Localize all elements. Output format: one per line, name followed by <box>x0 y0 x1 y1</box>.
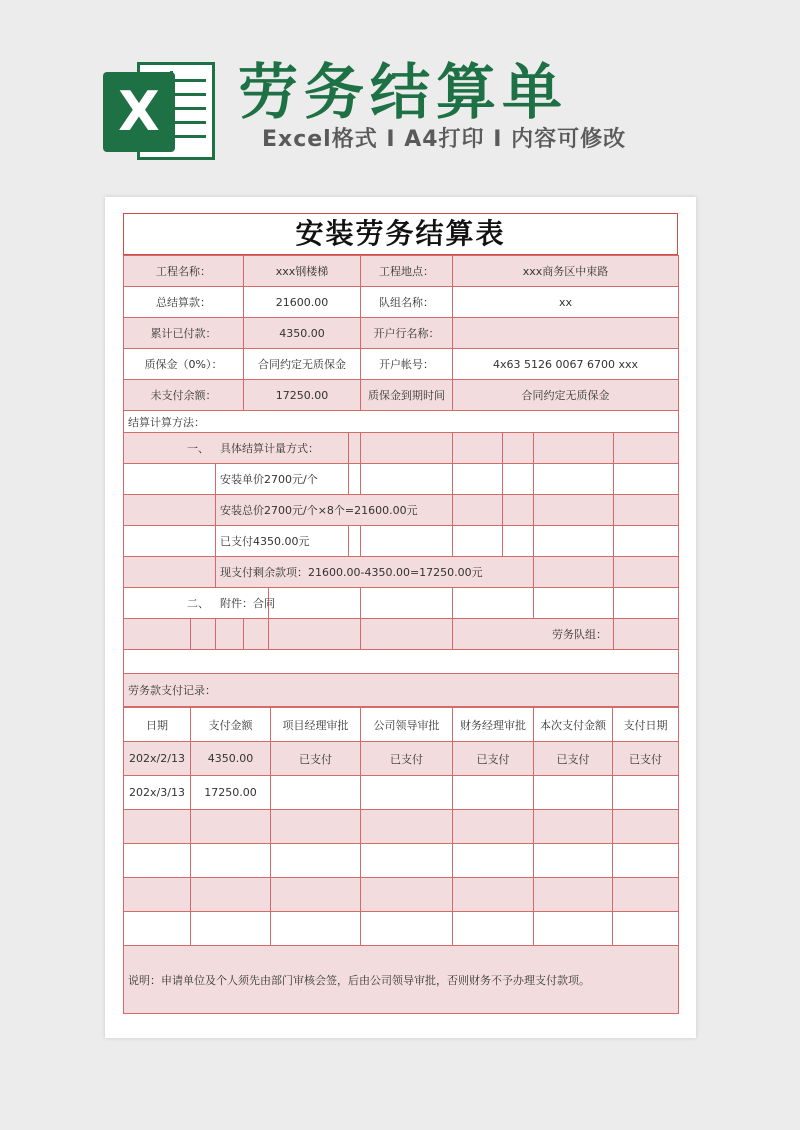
payment-row <box>124 742 679 776</box>
method-line-2: 安装总价2700元/个×8个=21600.00元 <box>216 495 453 526</box>
bank-value <box>453 318 679 349</box>
method-row-1 <box>124 464 679 495</box>
pm-approval: 已支付 <box>271 742 361 776</box>
bank-label: 开户行名称： <box>361 318 453 349</box>
section-one-number: 一、 <box>124 433 216 464</box>
empty-payment-row <box>124 844 679 878</box>
payments-heading-row <box>124 674 679 707</box>
project-name-value: xxx钢楼梯 <box>244 256 361 287</box>
method-line-3: 已支付4350.00元 <box>216 526 349 557</box>
team-sign-label: 劳务队组： <box>453 619 614 650</box>
method-row-4 <box>124 557 679 588</box>
payment-date: 202x/2/13 <box>124 742 191 776</box>
total-value: 21600.00 <box>244 287 361 318</box>
col-header-finance-approval: 财务经理审批 <box>453 708 534 742</box>
team-sign-row <box>124 619 679 650</box>
document-title: 劳务结算单 <box>238 58 568 128</box>
empty-payment-row <box>124 878 679 912</box>
method-line-1: 安装单价2700元/个 <box>216 464 349 495</box>
method-heading-row <box>124 411 679 433</box>
pay-date: 已支付 <box>613 742 679 776</box>
payments-heading: 劳务款支付记录： <box>124 674 679 707</box>
info-row-unpaid <box>124 380 679 411</box>
payments-table <box>123 707 679 1014</box>
info-table <box>123 255 679 707</box>
current-amount: 已支付 <box>534 742 613 776</box>
info-row-project <box>124 256 679 287</box>
blank-row <box>124 650 679 674</box>
section-one-title: 具体结算计量方式： <box>216 433 349 464</box>
banner <box>0 0 800 195</box>
team-value: xx <box>453 287 679 318</box>
deposit-due-label: 质保金到期时间 <box>361 380 453 411</box>
leader-approval <box>361 776 453 810</box>
unpaid-label: 未支付余额： <box>124 380 244 411</box>
excel-icon: X <box>103 62 215 160</box>
deposit-label: 质保金（0%）： <box>124 349 244 380</box>
method-row-s2 <box>124 588 679 619</box>
project-name-label: 工程名称： <box>124 256 244 287</box>
payment-amount: 4350.00 <box>191 742 271 776</box>
paper-sheet <box>105 197 696 1038</box>
paid-value: 4350.00 <box>244 318 361 349</box>
section-two-number: 二、 <box>124 588 216 619</box>
note-row <box>124 946 679 1014</box>
col-header-leader-approval: 公司领导审批 <box>361 708 453 742</box>
payment-row <box>124 776 679 810</box>
footer-note: 说明：申请单位及个人须先由部门审核会签，后由公司领导审批，否则财务不予办理支付款项。 <box>124 946 679 1014</box>
payment-amount: 17250.00 <box>191 776 271 810</box>
deposit-due-value: 合同约定无质保金 <box>453 380 679 411</box>
col-header-current-amount: 本次支付金额 <box>534 708 613 742</box>
empty-payment-row <box>124 912 679 946</box>
finance-approval <box>453 776 534 810</box>
site-label: 工程地点： <box>361 256 453 287</box>
leader-approval: 已支付 <box>361 742 453 776</box>
col-header-pay-date: 支付日期 <box>613 708 679 742</box>
col-header-pm-approval: 项目经理审批 <box>271 708 361 742</box>
payments-header-row <box>124 708 679 742</box>
pm-approval <box>271 776 361 810</box>
method-heading: 结算计算方法： <box>124 411 679 433</box>
account-value: 4x63 5126 0067 6700 xxx <box>453 349 679 380</box>
form-title: 安装劳务结算表 <box>123 213 678 255</box>
method-row-3 <box>124 526 679 557</box>
account-label: 开户帐号： <box>361 349 453 380</box>
deposit-value: 合同约定无质保金 <box>244 349 361 380</box>
method-row-s1 <box>124 433 679 464</box>
method-row-2 <box>124 495 679 526</box>
paid-label: 累计已付款： <box>124 318 244 349</box>
col-header-date: 日期 <box>124 708 191 742</box>
info-row-deposit <box>124 349 679 380</box>
settlement-form <box>123 213 678 1014</box>
team-label: 队组名称： <box>361 287 453 318</box>
unpaid-value: 17250.00 <box>244 380 361 411</box>
pay-date <box>613 776 679 810</box>
site-value: xxx商务区中束路 <box>453 256 679 287</box>
document-subtitle: Excel格式 I A4打印 I 内容可修改 <box>262 127 627 152</box>
section-two-title: 附件：合同 <box>216 588 269 619</box>
payment-date: 202x/3/13 <box>124 776 191 810</box>
current-amount <box>534 776 613 810</box>
method-line-4: 现支付剩余款项：21600.00-4350.00=17250.00元 <box>216 557 534 588</box>
empty-payment-row <box>124 810 679 844</box>
info-row-paid <box>124 318 679 349</box>
finance-approval: 已支付 <box>453 742 534 776</box>
info-row-total <box>124 287 679 318</box>
col-header-amount: 支付金额 <box>191 708 271 742</box>
total-label: 总结算款： <box>124 287 244 318</box>
